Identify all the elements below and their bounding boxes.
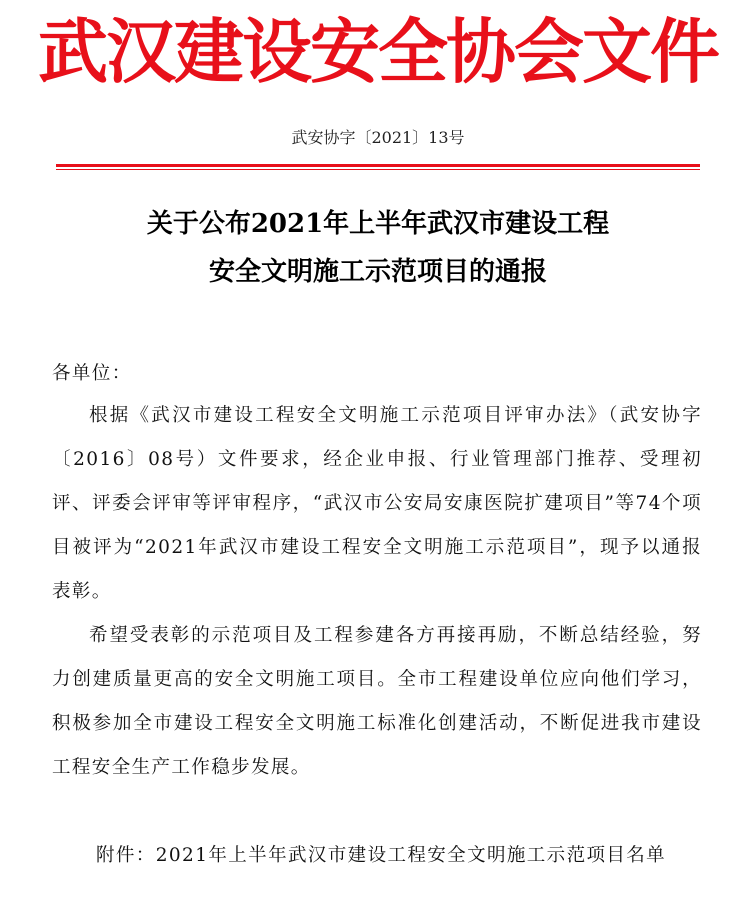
body-paragraph-2: 希望受表彰的示范项目及工程参建各方再接再励，不断总结经验，努力创建质量更高的安全文明施工项目。全市工程建设单位应向他们学习，积极参加全市建设工程安全文明施工标准化创建活动，不断促进我市建设工程安全生产工作稳步发展。	[52, 625, 702, 778]
masthead-title: 武汉建设安全协会文件	[38, 11, 718, 93]
red-divider-thick	[56, 164, 700, 167]
red-divider-thin	[56, 169, 700, 170]
document-number: 武安协字〔2021〕13号	[291, 128, 465, 147]
salutation: 各单位：	[52, 363, 132, 384]
body-paragraph-1: 根据《武汉市建设工程安全文明施工示范项目评审办法》（武安协字〔2016〕08号）文件要求，经企业申报、行业管理部门推荐、受理初评、评委会评审等评审程序，“武汉市公安局安康医院扩建项目”等74个项目被评为“2021年武汉市建设工程安全文明施工示范项目”，现予以通报表彰。	[52, 405, 702, 602]
document-title-line-2: 安全文明施工示范项目的通报	[208, 257, 547, 287]
attachment-line: 附件：2021年上半年武汉市建设工程安全文明施工示范项目名单	[96, 845, 667, 866]
document-title-line-1: 关于公布2021年上半年武汉市建设工程	[146, 209, 610, 239]
